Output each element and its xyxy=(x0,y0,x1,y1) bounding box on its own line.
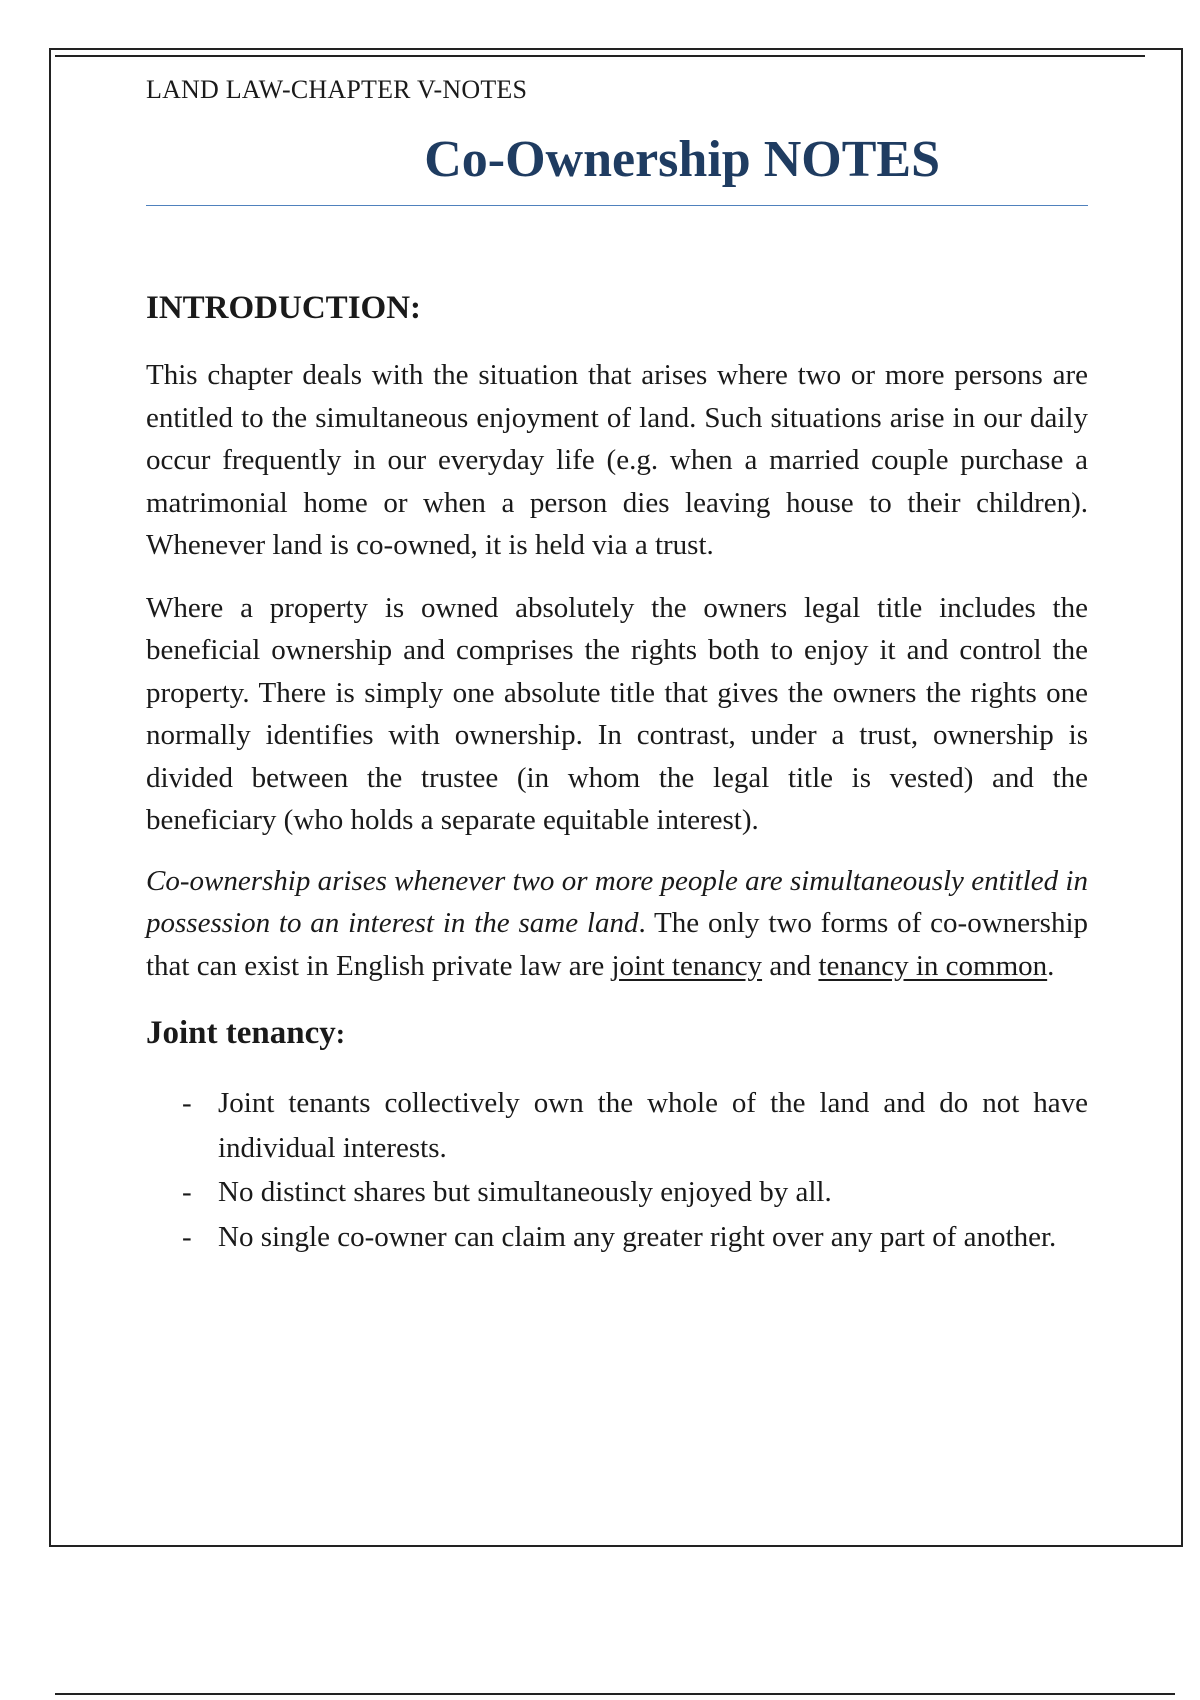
intro-paragraph-1: This chapter deals with the situation that arises where two or more persons are entitled to the simultaneous enjoyment of land. Such situations arise in our daily occur frequently in our everyday life (e.g. when a married couple purchase a matrimonial home or when a person dies leaving house to their children). Whenever land is co-owned, it is held via a trust. xyxy=(146,359,1088,561)
dash-bullet: - xyxy=(182,1176,192,1208)
dash-bullet: - xyxy=(182,1087,192,1119)
intro-paragraph-3 xyxy=(146,860,1088,988)
dash-bullet: - xyxy=(182,1220,192,1253)
list-item xyxy=(146,1170,1088,1215)
joint-tenancy-term: joint tenancy xyxy=(611,949,763,982)
definition-italic-text: Co-ownership arises whenever two or more people are simultaneously entitled in possession to an interest in the same land xyxy=(146,864,1088,939)
joint-tenancy-heading xyxy=(146,1013,1088,1055)
title-underline xyxy=(146,205,1088,206)
list-item-text: Joint tenants collectively own the whole of the land and do not have individual interests. xyxy=(218,1087,1088,1164)
header-top-rule xyxy=(55,55,1145,57)
paragraph-end: . xyxy=(1047,949,1055,982)
running-header: LAND LAW-CHAPTER V-NOTES xyxy=(146,75,528,104)
document-title: Co-Ownership NOTES xyxy=(424,131,940,188)
joint-tenancy-heading-colon: : xyxy=(335,1019,346,1050)
joint-tenancy-heading-text: Joint tenancy xyxy=(146,1015,336,1051)
joint-tenancy-list xyxy=(146,1081,1088,1259)
conjunction-text: and xyxy=(762,949,819,982)
list-item xyxy=(146,1215,1088,1260)
paragraph-text: . The only two forms of co-ownership that can exist in English private law are xyxy=(146,907,1089,982)
bottom-rule xyxy=(55,1693,1175,1695)
list-item-text: No single co-owner can claim any greater right over any part of another. xyxy=(218,1220,1057,1253)
intro-paragraph-2: Where a property is owned absolutely the owners legal title includes the beneficial ownership and comprises the rights both to enjoy it and control the property. There is simply one absolute title that gives the owners the rights one normally identifies with ownership. In contrast, under a trust, ownership is divided between the trustee (in whom the legal title is vested) and the beneficiary (who holds a separate equitable interest). xyxy=(146,591,1088,836)
tenancy-in-common-term: tenancy in common xyxy=(818,949,1048,982)
document-body xyxy=(146,70,1088,1259)
introduction-heading: INTRODUCTION: xyxy=(146,290,422,326)
list-item xyxy=(146,1081,1088,1170)
list-item-text: No distinct shares but simultaneously enjoyed by all. xyxy=(218,1176,832,1208)
